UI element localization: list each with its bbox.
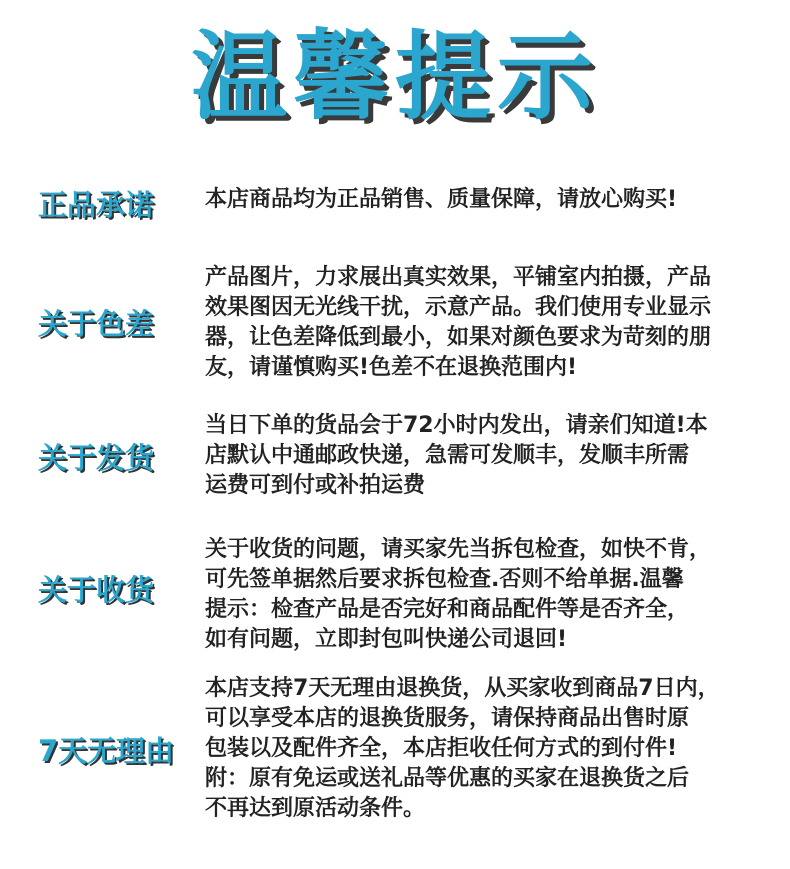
text-line: 本店支持7天无理由退换货，从买家收到商品7日内， [205, 676, 720, 701]
section-text-receiving [205, 535, 765, 655]
text-line: 可以享受本店的退换货服务，请保持商品出售时原 [205, 706, 690, 731]
page-title: 温馨提示 [191, 21, 599, 133]
section-label-seven-day-return: 7天无理由 [38, 734, 175, 768]
text-line: 可先签单据然后要求拆包检查.否则不给单据.温馨 [205, 567, 684, 592]
section-text-shipping [205, 411, 765, 501]
section-label-receiving: 关于收货 [38, 573, 155, 607]
text-line: 当日下单的货品会于72小时内发出，请亲们知道!本 [205, 413, 708, 438]
text-line: 如有问题，立即封包叫快递公司退回! [205, 627, 568, 652]
section-text-seven-day-return [205, 674, 765, 824]
text-line: 包装以及配件齐全，本店拒收任何方式的到付件! [205, 736, 678, 761]
text-line: 本店商品均为正品销售、质量保障，请放心购买! [205, 187, 678, 212]
section-label-genuine: 正品承诺 [38, 188, 155, 222]
text-line: 运费可到付或补拍运费 [205, 473, 426, 498]
text-line: 友，请谨慎购买!色差不在退换范围内! [205, 355, 578, 380]
section-text-genuine [205, 185, 765, 215]
section-label-shipping: 关于发货 [38, 441, 155, 475]
text-line: 店默认中通邮政快递，急需可发顺丰，发顺丰所需 [205, 443, 690, 468]
text-line: 提示：检查产品是否完好和商品配件等是否齐全， [205, 597, 690, 622]
text-line: 器，让色差降低到最小，如果对颜色要求为苛刻的朋 [205, 325, 712, 350]
text-line: 不再达到原活动条件。 [205, 796, 426, 821]
text-line: 附：原有免运或送礼品等优惠的买家在退换货之后 [205, 766, 690, 791]
section-label-color-difference: 关于色差 [38, 307, 155, 341]
text-line: 效果图因无光线干扰，示意产品。我们使用专业显示 [205, 295, 712, 320]
text-line: 关于收货的问题，请买家先当拆包检查，如快不肯， [205, 537, 712, 562]
section-text-color-difference [205, 263, 765, 383]
text-line: 产品图片，力求展出真实效果，平铺室内拍摄，产品 [205, 265, 712, 290]
